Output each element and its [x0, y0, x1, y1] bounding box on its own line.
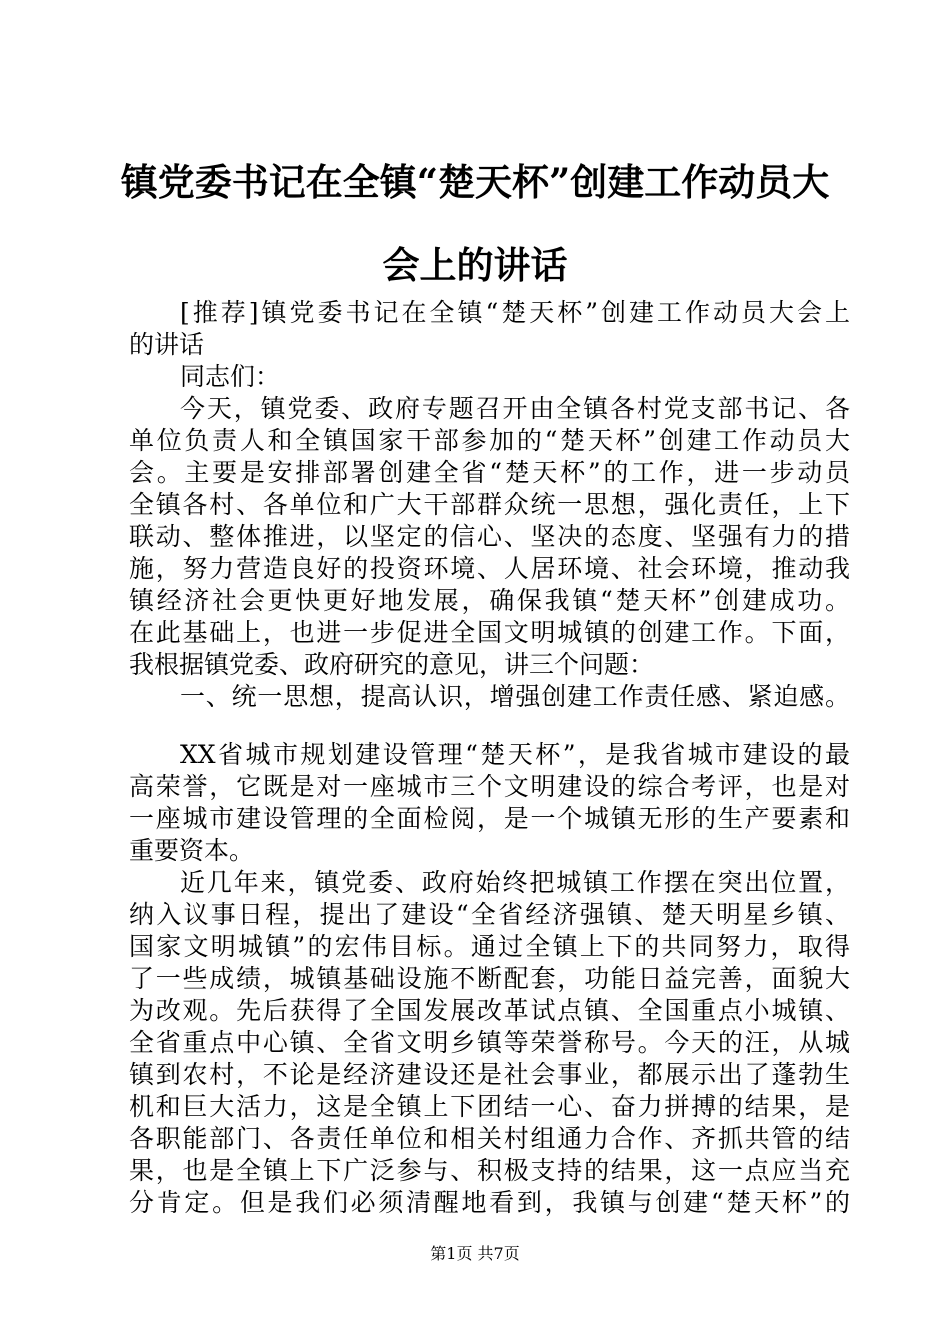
document-title-line-1: 镇党委书记在全镇“楚天杯”创建工作动员大 [120, 160, 830, 204]
body-line: 我根据镇党委、政府研究的意见，讲三个问题： [129, 650, 655, 679]
section-heading-1: 一、统一思想，提高认识，增强创建工作责任感、紧迫感。 [180, 682, 850, 711]
body-line: 联动、整体推进，以坚定的信心、坚决的态度、坚强有力的措 [129, 522, 850, 551]
body-line: [推荐]镇党委书记在全镇“楚天杯”创建工作动员大会上 [180, 298, 850, 327]
body-line: 在此基础上，也进一步促进全国文明城镇的创建工作。下面， [129, 618, 850, 647]
body-line: 果，也是全镇上下广泛参与、积极支持的结果，这一点应当充 [129, 1156, 850, 1185]
body-line: 全镇各村、各单位和广大干部群众统一思想，强化责任，上下 [129, 490, 850, 519]
page-number-footer: 第1页 共7页 [430, 1244, 520, 1263]
body-line: 为改观。先后获得了全国发展改革试点镇、全国重点小城镇、 [129, 996, 850, 1025]
body-line: 会。主要是安排部署创建全省“楚天杯”的工作，进一步动员 [129, 458, 850, 487]
body-line: 镇到农村，不论是经济建设还是社会事业，都展示出了蓬勃生 [129, 1060, 850, 1089]
body-line: 重要资本。 [129, 836, 255, 865]
body-line: 镇经济社会更快更好地发展，确保我镇“楚天杯”创建成功。 [129, 586, 850, 615]
body-line: 高荣誉，它既是对一座城市三个文明建设的综合考评，也是对 [129, 772, 850, 801]
body-line: 分肯定。但是我们必须清醒地看到，我镇与创建“楚天杯”的 [129, 1188, 850, 1217]
body-line: 施，努力营造良好的投资环境、人居环境、社会环境，推动我 [129, 554, 850, 583]
body-line: 一座城市建设管理的全面检阅，是一个城镇无形的生产要素和 [129, 804, 850, 833]
body-line: 各职能部门、各责任单位和相关村组通力合作、齐抓共管的结 [129, 1124, 850, 1153]
body-line: 国家文明城镇”的宏伟目标。通过全镇上下的共同努力，取得 [129, 932, 850, 961]
body-line: 纳入议事日程，提出了建设“全省经济强镇、楚天明星乡镇、 [129, 900, 850, 929]
body-line: XX省城市规划建设管理“楚天杯”，是我省城市建设的最 [180, 740, 850, 769]
document-title-line-2: 会上的讲话 [382, 243, 568, 287]
body-line: 机和巨大活力，这是全镇上下团结一心、奋力拼搏的结果，是 [129, 1092, 850, 1121]
body-line: 全省重点中心镇、全省文明乡镇等荣誉称号。今天的汪，从城 [129, 1028, 850, 1057]
body-line: 今天，镇党委、政府专题召开由全镇各村党支部书记、各 [180, 394, 850, 423]
body-line: 近几年来，镇党委、政府始终把城镇工作摆在突出位置， [180, 868, 850, 897]
body-line: 单位负责人和全镇国家干部参加的“楚天杯”创建工作动员大 [129, 426, 850, 455]
body-line: 的讲话 [129, 330, 205, 359]
body-line: 同志们： [180, 362, 281, 391]
body-line: 了一些成绩，城镇基础设施不断配套，功能日益完善，面貌大 [129, 964, 850, 993]
